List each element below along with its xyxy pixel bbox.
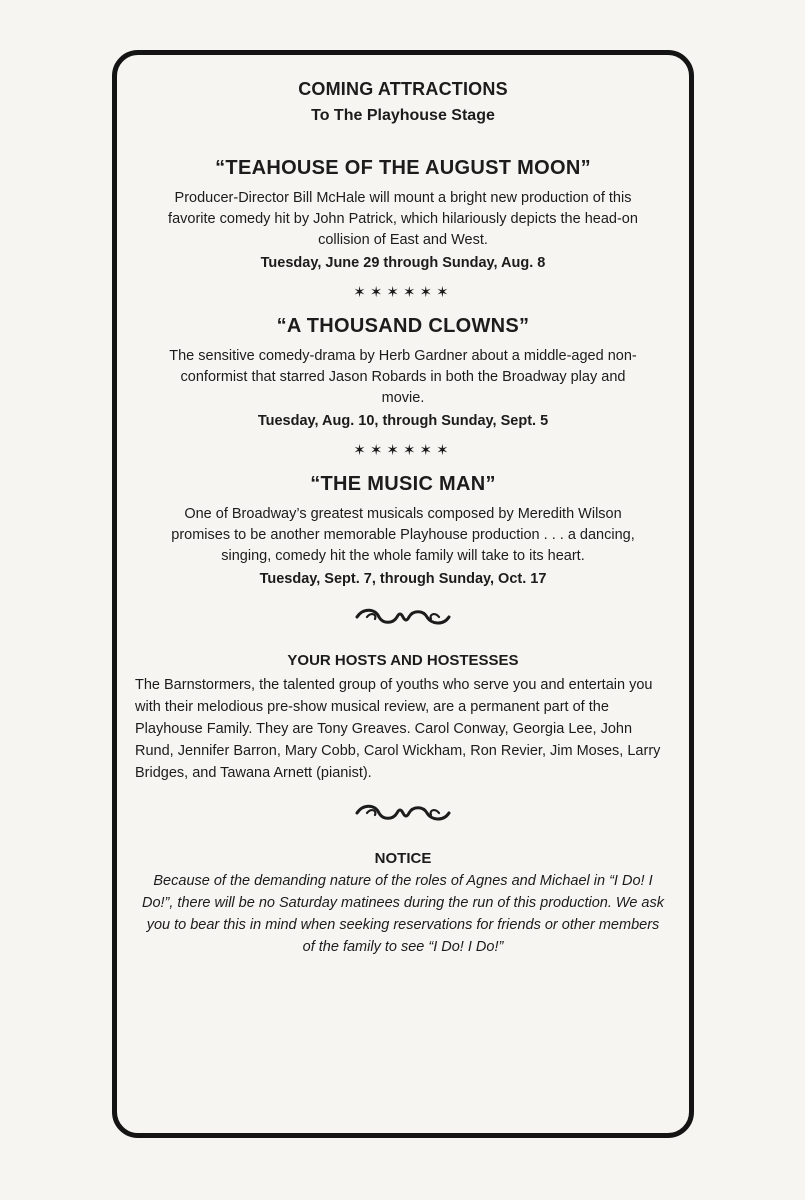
show-description: One of Broadway’s greatest musicals composed by Meredith Wilson promises to be another memorable Playhouse production . . . a dancing, singing, comedy hit the whole family will take to its heart.: [171, 506, 635, 564]
show-dates: Tuesday, June 29 through Sunday, Aug. 8: [260, 255, 546, 271]
show-block: [125, 470, 681, 590]
star-separator: ✶✶✶✶✶✶: [353, 284, 453, 301]
show-title: “A THOUSAND CLOWNS”: [276, 315, 530, 337]
show-description: Producer-Director Bill McHale will mount a bright new production of this favorite comedy hit by John Patrick, which hilariously depicts the head-on collision of East and West.: [168, 190, 638, 248]
show-title: “THE MUSIC MAN”: [310, 473, 496, 495]
flourish-ornament-icon: [125, 606, 681, 628]
show-title: “TEAHOUSE OF THE AUGUST MOON”: [215, 157, 591, 179]
page-title: COMING ATTRACTIONS: [298, 79, 508, 99]
program-page: [125, 76, 681, 958]
notice-text: Because of the demanding nature of the roles of Agnes and Michael in “I Do! I Do!”, there will be no Saturday matinees during the run of this production. We ask you to bear this in mind when seeking reservations for friends or other members of the family to see “I Do! I Do!”: [141, 873, 664, 955]
show-block: [125, 154, 681, 274]
hosts-text: The Barnstormers, the talented group of youths who serve you and entertain you with their melodious pre-show musical review, are a permanent part of the Playhouse Family. They are Tony Greaves. Carol Conway, Georgia Lee, John Rund, Jennifer Barron, Mary Cobb, Carol Wickham, Ron Revier, Jim Moses, Larry Bridges, and Tawana Arnett (pianist).: [135, 677, 661, 781]
page-subtitle: To The Playhouse Stage: [311, 107, 495, 124]
show-dates: Tuesday, Sept. 7, through Sunday, Oct. 17: [259, 571, 547, 587]
flourish-ornament-icon: [125, 802, 681, 824]
show-dates: Tuesday, Aug. 10, through Sunday, Sept. 5: [257, 413, 549, 429]
hosts-heading: YOUR HOSTS AND HOSTESSES: [287, 652, 519, 669]
notice-heading: NOTICE: [374, 850, 432, 867]
star-separator: ✶✶✶✶✶✶: [353, 442, 453, 459]
show-block: [125, 312, 681, 432]
show-description: The sensitive comedy-drama by Herb Gardner about a middle-aged non-conformist that starred Jason Robards in both the Broadway play and movie.: [169, 348, 637, 406]
